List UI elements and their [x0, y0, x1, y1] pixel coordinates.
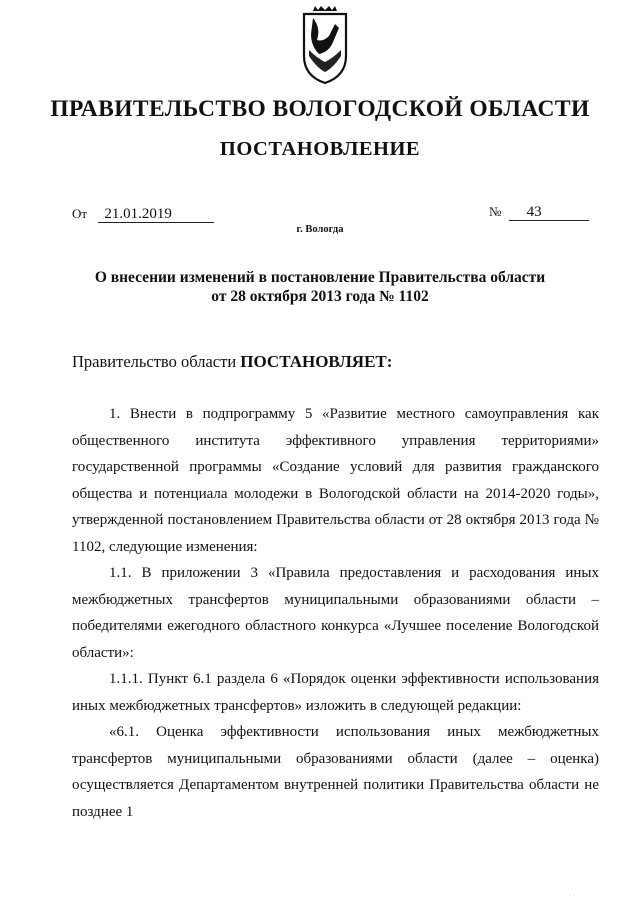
document-date: 21.01.2019	[98, 206, 214, 223]
paragraph-1: 1. Внести в подпрограмму 5 «Развитие местного самоуправления как общественного института эффективного управления территориями» государственной программы «Создание условий для развития гражданского общества и потенциала молодежи в Вологодской области на 2014-2020 годы», утвержденной постановлением Правительства области от 28 октября 2013 года № 1102, следующие изменения:	[72, 406, 599, 555]
document-type: ПОСТАНОВЛЕНИЕ	[219, 138, 421, 160]
title-line-1: О внесении изменений в постановление Правительства области	[94, 269, 546, 286]
paragraph-6-1: «6.1. Оценка эффективности использования иных межбюджетных трансфертов муниципальными образованиями области (далее – оценка) осуществляется Департаментом внутренней политики Правительства области не позднее 1	[72, 724, 599, 820]
decree-keyword: ПОСТАНОВЛЯЕТ:	[240, 352, 393, 371]
city-label: г. Вологда	[296, 224, 344, 235]
coat-of-arms-emblem	[299, 6, 351, 86]
government-name: ПРАВИТЕЛЬСТВО ВОЛОГОДСКОЙ ОБЛАСТИ	[50, 96, 590, 122]
document-body	[72, 401, 599, 825]
date-prefix: От	[72, 206, 88, 221]
date-row	[72, 206, 214, 223]
document-number: 43	[509, 204, 589, 221]
title-line-2: от 28 октября 2013 года № 1102	[211, 288, 429, 305]
paragraph-1-1-1: 1.1.1. Пункт 6.1 раздела 6 «Порядок оценки эффективности использования иных межбюджетных трансфертов» изложить в следующей редакции:	[72, 671, 599, 714]
decree-intro: Правительство области	[72, 352, 241, 371]
footer-mark: · ·	[569, 893, 575, 899]
paragraph-1-1: 1.1. В приложении 3 «Правила предоставления и расходования иных межбюджетных трансфертов муниципальными образованиями области – победителями ежегодного областного конкурса «Лучшее поселение Вологодской области»:	[72, 565, 599, 661]
decree-statement	[72, 352, 392, 372]
number-prefix: №	[489, 204, 502, 219]
number-row	[489, 204, 589, 221]
document-title	[0, 268, 640, 306]
